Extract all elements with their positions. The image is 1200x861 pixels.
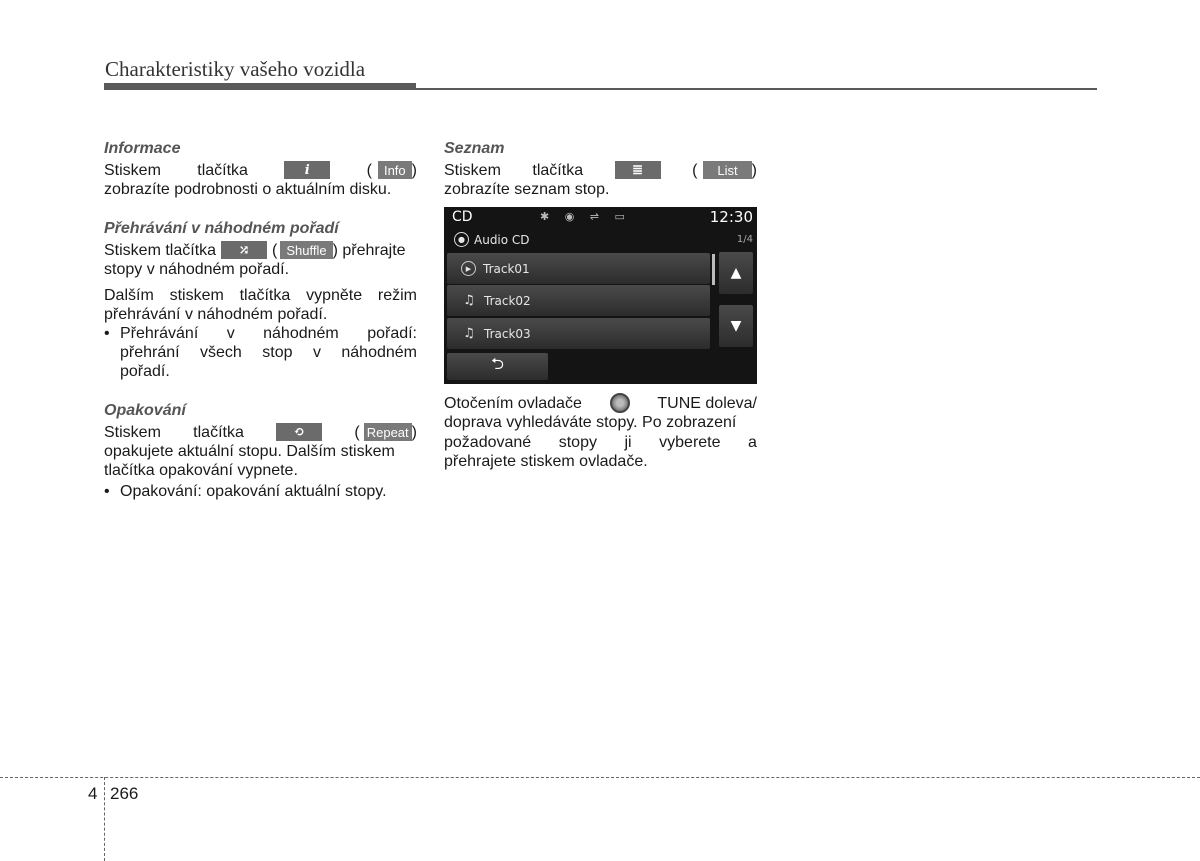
bullet-dot: • — [104, 325, 110, 342]
text: ji — [624, 433, 632, 451]
shuffle-para2-line-2: přehrávání v náhodném pořadí. — [104, 306, 328, 323]
section-title-repeat: Opakování — [104, 402, 186, 419]
repeat-label-group — [354, 423, 417, 442]
text: ( — [366, 161, 372, 179]
shuffle-bullet — [104, 324, 417, 381]
scroll-up-button[interactable]: ▲ — [719, 252, 753, 294]
shuffle-line-2: stopy v náhodném pořadí. — [104, 261, 290, 278]
list-button-label: List — [703, 161, 751, 179]
text: Otočením ovladače — [444, 394, 582, 412]
cd-track-list-screen — [444, 207, 757, 384]
footer-vertical-rule — [104, 777, 105, 861]
track-row[interactable] — [447, 285, 710, 316]
text: a — [748, 433, 757, 451]
page-count: 1/4 — [736, 234, 753, 245]
text: ( — [272, 241, 278, 259]
info-label-group — [367, 161, 417, 180]
text: ) přehrajte — [332, 241, 406, 259]
footer-rule — [0, 777, 1200, 778]
repeat-button-label: Repeat — [364, 423, 412, 441]
tune-line-2: doprava vyhledáváte stopy. Po zobrazení — [444, 414, 737, 431]
page-header-title: Charakteristiky vašeho vozidla — [105, 57, 366, 81]
text: požadované — [444, 433, 532, 451]
tune-line-1 — [444, 393, 757, 413]
scroll-down-button[interactable]: ▼ — [719, 305, 753, 347]
back-button[interactable]: ⮌ — [447, 353, 548, 380]
shuffle-button-label: Shuffle — [280, 241, 332, 259]
text: Stiskem tlačítka — [104, 241, 217, 259]
source-label: Audio CD — [474, 232, 530, 247]
info-button-label: Info — [378, 161, 412, 179]
text: stopy — [558, 433, 597, 451]
left-column — [104, 139, 417, 501]
page-number: 266 — [110, 784, 139, 803]
status-icons: ✱ ◉ ⇌ ▭ — [540, 210, 631, 223]
text: ) — [411, 161, 417, 179]
text: Přehrávání v náhodném pořadí: — [120, 325, 417, 342]
text: ) — [751, 161, 757, 179]
header-rule-thin — [416, 88, 1097, 90]
section-title-info: Informace — [104, 140, 181, 157]
text: ( — [692, 161, 698, 179]
text: ) — [411, 423, 417, 441]
section-title-shuffle: Přehrávání v náhodném pořadí — [104, 220, 339, 237]
track-row[interactable] — [447, 253, 710, 284]
header-rule-thick — [104, 83, 416, 90]
repeat-line-1 — [104, 422, 417, 442]
info-line-1 — [104, 160, 417, 180]
scroll-indicator — [712, 254, 715, 285]
list-line-1 — [444, 160, 757, 180]
repeat-icon: ⟲ — [276, 423, 322, 441]
music-note-icon: ♫ — [463, 326, 475, 341]
clock: 12:30 — [709, 208, 753, 226]
disc-icon: ● — [454, 232, 469, 247]
text: Opakování: opakování aktuální stopy. — [120, 483, 387, 500]
play-icon: ▶ — [461, 261, 476, 276]
right-column — [444, 139, 757, 199]
track-name: Track02 — [484, 293, 531, 308]
bullet-dot: • — [104, 483, 110, 500]
text: TUNE doleva/ — [657, 394, 757, 412]
tune-paragraph — [444, 393, 757, 471]
music-note-icon: ♫ — [463, 293, 475, 308]
text: ( — [354, 423, 360, 441]
tune-line-4: přehrajete stiskem ovladače. — [444, 453, 648, 470]
track-row[interactable] — [447, 318, 710, 349]
track-name: Track01 — [483, 261, 530, 276]
shuffle-para2-line-1: Dalším stiskem tlačítka vypněte režim — [104, 287, 417, 304]
source-row — [454, 232, 530, 247]
text: tlačítka — [532, 161, 584, 179]
chapter-number: 4 — [88, 784, 98, 803]
shuffle-line-1 — [104, 240, 417, 260]
section-title-list: Seznam — [444, 140, 505, 157]
tune-line-3 — [444, 432, 757, 452]
track-name: Track03 — [484, 326, 531, 341]
text: vyberete — [659, 433, 721, 451]
repeat-line-2: opakujete aktuální stopu. Dalším stiskem — [104, 443, 395, 460]
info-icon: i — [284, 161, 330, 179]
repeat-line-3: tlačítka opakování vypnete. — [104, 462, 298, 479]
text: tlačítka — [197, 161, 248, 179]
text: Stiskem — [444, 161, 501, 179]
list-line-2: zobrazíte seznam stop. — [444, 181, 610, 198]
text: Stiskem — [104, 423, 161, 441]
tune-knob-icon — [610, 393, 630, 413]
text: pořadí. — [120, 363, 170, 380]
info-line-2: zobrazíte podrobnosti o aktuálním disku. — [104, 181, 392, 198]
shuffle-icon: ⤮ — [221, 241, 267, 259]
text: přehrání všech stop v náhodném — [120, 344, 417, 361]
text: Stiskem — [104, 161, 161, 179]
list-label-group — [692, 161, 757, 180]
mode-label: CD — [452, 209, 473, 225]
list-icon: ≣ — [615, 161, 661, 179]
repeat-bullet — [104, 482, 417, 501]
text: tlačítka — [193, 423, 244, 441]
